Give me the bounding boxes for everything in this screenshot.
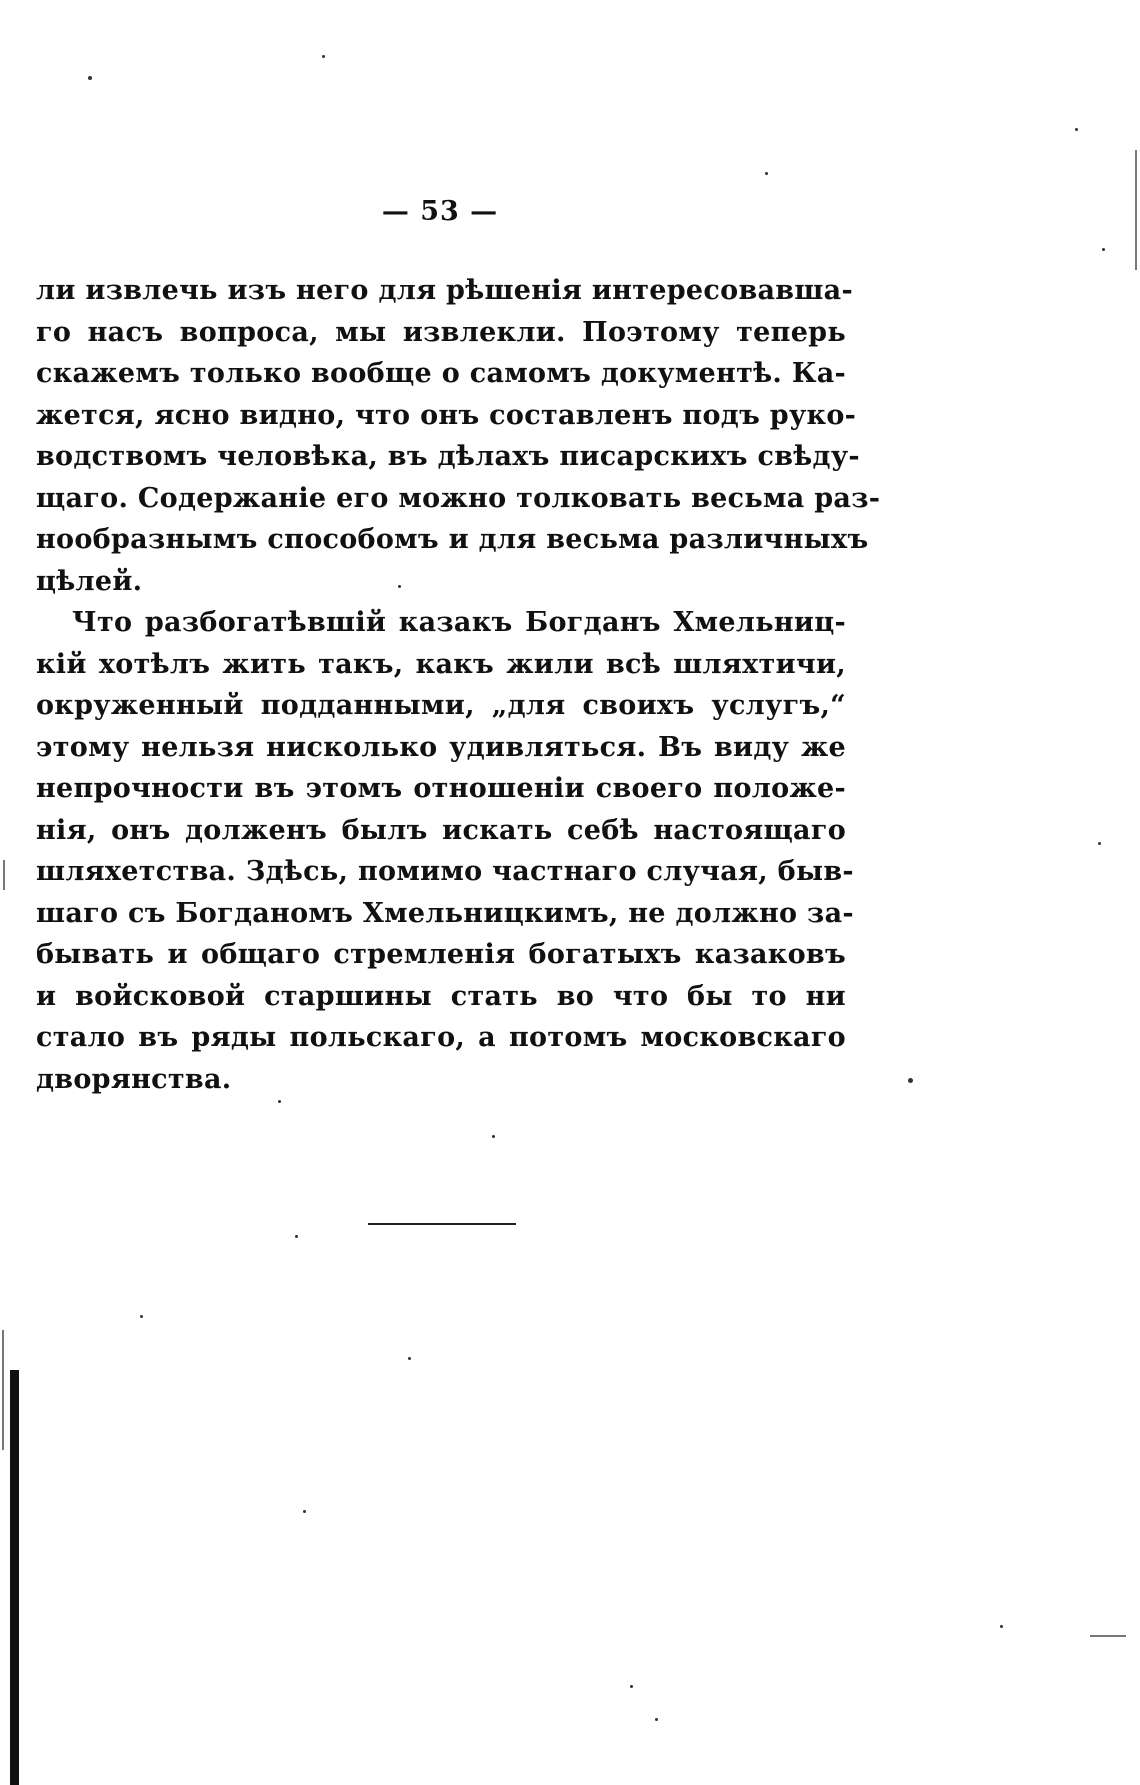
speck xyxy=(630,1685,633,1688)
left-edge-line xyxy=(2,1330,4,1450)
section-end-rule xyxy=(368,1223,516,1225)
speck xyxy=(765,172,768,175)
right-edge-mark xyxy=(1090,1635,1126,1637)
text-line: окруженный подданными, „для своихъ услугъ,“ xyxy=(36,690,846,721)
text-line: дворянства. xyxy=(36,1063,232,1095)
text-line: Что разбогатѣвшій казакъ Богданъ Хмельниц- xyxy=(72,607,846,638)
text-line: цѣлей. xyxy=(36,565,143,597)
speck xyxy=(140,1315,143,1318)
text-line: скажемъ только вообще о самомъ документѣ. Ка- xyxy=(36,358,846,389)
speck xyxy=(1075,128,1078,131)
text-line: этому нельзя нисколько удивляться. Въ виду же xyxy=(36,731,846,763)
speck xyxy=(295,1235,298,1238)
speck xyxy=(88,76,92,80)
page-number: — 53 — xyxy=(381,196,499,227)
text-line: бывать и общаго стремленія богатыхъ казаковъ xyxy=(36,939,846,970)
speck xyxy=(908,1078,913,1083)
text-line: и войсковой старшины стать во что бы то ни xyxy=(36,980,846,1012)
text-line: ли извлечь изъ него для рѣшенія интересовавша- xyxy=(36,275,853,306)
paragraph xyxy=(36,602,854,1100)
text-line: кій хотѣлъ жить такъ, какъ жили всѣ шляхтичи, xyxy=(36,648,846,680)
text-line: нія, онъ долженъ былъ искать себѣ настоящаго xyxy=(36,814,846,846)
speck xyxy=(303,1510,306,1513)
paragraph xyxy=(36,270,881,602)
body-text xyxy=(36,270,881,1100)
text-line: нообразнымъ способомъ и для весьма различныхъ xyxy=(36,524,869,555)
text-line: стало въ ряды польскаго, а потомъ московскаго xyxy=(36,1022,846,1053)
text-line: непрочности въ этомъ отношеніи своего положе- xyxy=(36,773,846,804)
speck xyxy=(322,55,325,58)
speck xyxy=(278,1100,281,1103)
text-line: шляхетства. Здѣсь, помимо частнаго случая, быв- xyxy=(36,856,854,887)
speck xyxy=(492,1135,495,1138)
speck xyxy=(1000,1625,1003,1628)
speck xyxy=(398,585,401,588)
speck xyxy=(1102,248,1105,251)
speck xyxy=(655,1718,658,1721)
speck xyxy=(408,1357,411,1360)
text-line: щаго. Содержаніе его можно толковать весьма раз- xyxy=(36,482,881,514)
left-edge-shadow xyxy=(10,1370,19,1785)
left-edge-mark xyxy=(3,860,5,890)
speck xyxy=(1098,842,1101,845)
text-line: го насъ вопроса, мы извлекли. Поэтому теперь xyxy=(36,316,846,348)
right-edge-line xyxy=(1135,150,1137,270)
text-line: жется, ясно видно, что онъ составленъ подъ руко- xyxy=(36,399,857,431)
text-line: водствомъ человѣка, въ дѣлахъ писарскихъ свѣду- xyxy=(36,441,860,472)
text-line: шаго съ Богданомъ Хмельницкимъ, не должно за- xyxy=(36,897,854,929)
